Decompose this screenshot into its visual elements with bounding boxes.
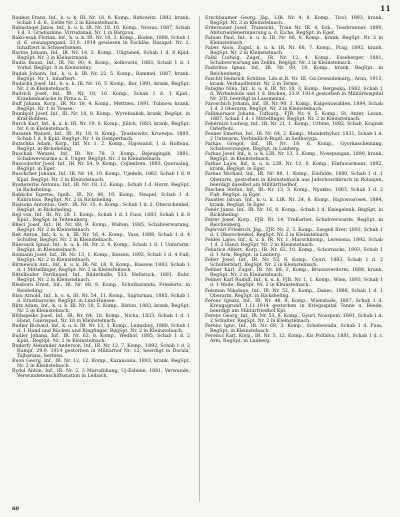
casualty-entry: Budler Johann, Inf., IR. Nr. 62, 8. Komp., Wedhof, 1885, Schab 1 d. 2 Kpid., RegSpt. Nr. 2 in Kleinstelnach. (12, 333, 190, 344)
column-divider (199, 16, 200, 502)
casualty-entry: Bhecl Josef, Inf., IR. Nr. 88, 9. Komp., Walten, 1885, Schabverwarung, RegSpt. Nr. 2 in Kleinstelnach. (12, 222, 190, 233)
casualty-entry: Faber Alois, Zugsf., k. u. k. IR. Nr. 68, 7. Komp., Prag, 1892, krank, RegSpt. Nr. 2 in Kleinstelnach. (205, 46, 383, 57)
casualty-entry: Bejl von, Inf., IR. Nr. 28, 1. Komp., Schab 1 d. 1 Fuss, 1883, Schab 1 d. 8 Kpid., RegSpt. in Teitenaberg. (12, 212, 190, 223)
casualty-entry: Budia Bausz, Inf., IR. Nr. 90, 4. Komp., kolbowits, 1883, Schab 1 d. 1 Vorkd. RegSpt. 8 in Kleinstelny. (12, 61, 190, 72)
page-number: 11 (380, 4, 391, 13)
casualty-entry: Falhl Ludwig, Zugsf., IR. Nr. 12, 4. Komp., Esseberger, 1881, Schabverwarung am Zellkn, RegSpt. Nr. 2 in Kleinstelnach. (205, 56, 383, 67)
casualty-entry: Feller Josef, Inf., IR. Nr. 53, 8. Komp., Gyuri, 1883, Schab 1 d. 2 Schulterblatt, RegSpt. Nr. 2 in Kleinstelnach. (205, 258, 383, 269)
casualty-entry: Fasbritus Ignaz, Inf., IR. Nr. 98, 18. Komp., krank, RegSpt. in Reichenberg. (205, 66, 383, 77)
casualty-entry: Biiersack Ignaz, Inf., k. u. k. IR. Nr. 2, 8. Komp., Schab 1 d. 1 Unterarm, RegSpt. in Kleinstelnach. (12, 243, 190, 254)
casualty-entry: Fejérvári Friedrich, Jäg., TJR. Nr. 2, 3. Komp., Szegell Ilver, 1892, Schab 1 d. 1 Oberschenkel, RegSpt. Nr. 2 in Kleinstelnach. (205, 227, 383, 239)
casualty-entry: Fabian Paul, Inf., k. u. k. IR. Nr. 88, 8. Komp., krank, RegSpt. Nr. 2 in Kleinstelnach. (205, 36, 383, 47)
casualty-entry: Fellner Karl, Zugsf., IR. Nr. 88, 3. Komp., Brussaverdorm, 1888, krank, RegSpt. Nr. 2 in Kleinstelnach. (205, 268, 383, 279)
footer-signature: 60 (12, 506, 19, 512)
casualty-entry: Ferenc Igno, Inf., IR. Nr. 68, 3. Komp., Schebewada, Schab 1 d. Fuss, RegSpt. in Kleinstelnach. (205, 323, 383, 334)
casualty-entry: Ferencz Karl, Korp., IR. Nr. 5, 12. Komp., Kis Polfalva, 1881, Schab 1 d. r. Arm, RegSpt. in Lanberg. (205, 333, 383, 344)
casualty-entry: Bumbjolt Josef, Inf., IR. Nr. 18, 8. Komp., Wyrebsaksk, krank, RegSpt. in Kraf-Robben. (12, 111, 190, 122)
casualty-entry: Buff Johann, Korp., IR. Nr. 18, 4. Komp., Mettneu, 1891, Tubnow, krank, RegSpt. Nr. 1 in Teasse. (12, 101, 190, 112)
casualty-entry: Blitz Adam, Inf., k. u. k. IR. Nr. 18, 5. Komp., Bistan, 1883, krank, RegSpt. Nr. 2 in Kleinstelnach. (12, 303, 190, 314)
casualty-entry: Budler Richard, Inf., k. u. k. IR. Nr. 13, 3. Komp., Leimsbuy, 1880, Schab 1 d. 1 Hand und Rücken und Ringfinger, RegSpt. Nr. 2 in Kleinstelnach. (12, 323, 190, 334)
casualty-entry: Bydol Anton, Inf., IR. Nr. 2, 3 Marodiihang, Uj-Esbene, 1881, Verwunde, Verwundetenschiffsstation in Leibach. (12, 369, 190, 380)
casualty-entry: Fexner Emeriss, Inf., IR. Nr. 64, 2. Komp., Manderbyhor, 1831, Schab 1 d. 2 Unterarm, Verbindlich-Ruptl. in Sedhoryga. (205, 132, 383, 143)
casualty-entry: Ferenc Ignatz, Inf., IR. Nr. 48, 8. Komp., Wienstade, 1887, Schab 1 d. Kreugsgrund 1.11.1914 gestorben in Kriegsspital Tenne u. Bende, beerdigt am Militärfriedhof Kpl. (205, 298, 383, 314)
casualty-entry: Ferenc Georg, Inf., IR. Nr. 53, 8. Komp., Gyuri, Noszpom, 1891, Schab 1 d. 2 Schulter, RegSpt. Nr. 2 in Kleinstelnach. (205, 313, 383, 324)
casualty-entry: Burch Karl, Inf., k. u. k. IR. Nr. 19, 6. Komp., Jülich, 1883, krank, RegSpt. Nr. 6 in Kleinstelnach. (12, 121, 190, 133)
casualty-entry: Blühspeiks Josef, Inf., IR. Nr. 64, 10. Komp., Nicha, 1833, Schab 1 d. 1 Hand, Guerispod, Nr. 10 in Kleinstelnach. (12, 313, 190, 324)
casualty-entry: Buschcher Johann, Inf., IR. Nr. 14, 10. Komp., Ujedeln, 1882, Schab 1 d. 8 Kpid. RegSpt. Nr. 2 in Kleinstelnach. (12, 172, 190, 183)
casualty-entry: Erdersauer Josef, Trainsold., Train Nr. IR. 4, Esk., Tessbrunner, 1890, Abiturientenerinnerung a. d. Eiche, RegSpt. in Eger. (205, 26, 383, 37)
casualty-entry: Bialsoka Antonius, Gefr., IR. Nr. 15, 8. Komp., Schab 1 d. 2. Oberschenkel, RegSpt. in Ricksheling. (12, 202, 190, 213)
casualty-entry: Budak Johann, Inf., k. u. k. IR. Nr. 22, 5. Komp., Bammel, 1887, krank. RegSpt. Nr. 1, Inhaftiert. (12, 71, 190, 82)
right-column (205, 16, 383, 344)
casualty-entry: Fehér Janos, Inf., IR. Nr. 16, 8. Komp., Schab 1 d. Kniegelenk, RegSpt. in Ricksheling. (205, 207, 383, 218)
casualty-entry: Blau Arnold, Inf., k. u. k. IR. Nr. 54, 11. Komp., Sapturnau, 1885, Schab 1 d. Erustbaracke, RegSpt. in Lind-Hansee. (12, 293, 190, 304)
casualty-entry: Bahkchs Egerne, Iqelh., IR. Nr. 88, 10. Komp., Neapel, Schab 1 d. Kubratsus, RegSpt. Nr. 2 in Ricksheling. (12, 192, 190, 203)
casualty-entry: Bako-esuk Florian, Inf., k. u. k. IR. Nr. 18, 3. Komp., Boden, 1888, Schab 1 d. 6. ensungangasd, 23.8. 1914 gewiesen in Eschläe. Rasapst. Nr. 2, Inhaftiert in Schwerbienen. (12, 36, 190, 52)
casualty-entry: Bek Anton, Inf., k. u. k. IR. Nr. 16, 4. Komp., Vass, 1888, Schab 1 d. 4 Schulter, RegSpt. Nr. 2 in Kleinstelnach. (12, 233, 190, 244)
casualty-entry: Fellner Karl Rudolf, Inf., k. u. k. FJR. Nr. 1, 1. Komp., Wien, 1893, Schab 1 d. 1 Wade, RegSpt. Nr. 2 in Kleinstelnach. (205, 278, 383, 289)
casualty-entry: Faschtl Heinrich Schlitze, Lds.st.R. Nr. III, Gd.Grenzdemarg., Arnu, 1913, krank, Verhandleimtr. Nr. 2 in Terme. (205, 76, 383, 87)
casualty-entry: Bittelbuder Ferdinand, Inf., Bilderhalle, 533, Hellstuck, 1881, Ruhr, RegSpt. Nr. 2 in Kleinstelnach. (12, 273, 190, 284)
casualty-entry: Busatek Wanzel, Inf., IR. Nr. 18, 8. Komp., Teusbowitz, Kruowpa, 1893, Schab 1 d. 8 Kpid. RegSpt. Nr. 1 in Gomperbach. (12, 132, 190, 143)
casualty-entry: Butschka Adam, Korp., Inf. Nr. 1, 2. Komp., Hajswand, 1 d. Holteau, RegSpt. in Ricksheling. (12, 142, 190, 153)
casualty-entry: Barton Johann, Inf., IR. Nr. 18, 2. Komp., Uligtanek, Schab 1 d. 8 Kpid. RegSpt. Nr. 3 in Kleinstrnank. (12, 51, 190, 62)
casualty-entry: Fabigho Nina, Inf., k. u. k. IR. Nr. 18, 3. Komp., Bergeska, 1882, Schab 1 d. Wirbelsäule und 1 d. Becken, 23.9. 1914 gestorben in Militärhospital Nr. 3/II, beerdigt in Lassmenau. (205, 86, 383, 102)
casualty-entry: Fehatice Albert, Korp., IR. Nr. 62, 10. Komp., Schornacks, 1893, Schab 1 d. 1 Arm, RegSpt. in Lanberg. (205, 248, 383, 259)
casualty-entry: Buscodorfer Josef, Inf., IR. Nr. 54, 9. Komp., Cejlenlzen, 1883, Quersalng, RegSpt. in Eger. (12, 162, 190, 173)
casualty-entry: Erschbaumer Georg, Jäg., LIR. Nr. 4, 8. Komp., Tirol, 1893, krank, RegSpt. Nr. 3 in Kleinstelnach. (205, 16, 383, 27)
casualty-entry: Fallimorusor Johann, Tuffsarg., FJR. Nr. 4, 5. Komp., St. Anter, Lezan, 1887, Schab 1 d. 1 Mittelfinger, RegSpt. Nr. 2 in Kleinstelnach. (205, 111, 383, 122)
casualty-entry: Farkas Gregor, Inf., IR. Nr. 18, 6. Komp., Gyorkaschemang, Schabverzungen, RegSpt. in Lanberg. (205, 142, 383, 153)
casualty-entry: Buschak Wenzel, Inf., IR. Nr. 78, 3. Komp., Bejeugingik, 1891, Schabwevwarme a. d. Unger, RegSpt. Nr. 3 in Kleinstelnach. (12, 152, 190, 163)
casualty-entry: Boimann Josef, Inf., IR. Nr. 13, 1. Komp., Kessen, 1892, Schab 1 d. 4 Fuß, RegSpt. Nr. 2 in Kleinstelnach. (12, 253, 190, 264)
casualty-entry: Farkas Michael, Inf., IR. Nr. 88, 1. Komp., Einfalde, 1880, Schab 1 d. 1 Oberarm, gestorben in Kleinstelnach aus Jadschoschbruch in Bolanjen, beerdigt daselbst am Militärfriedhof. (205, 172, 383, 188)
casualty-entry: Faustler Istvan, Inf., k. u. k. LIR. Nr. 24, 8. Komp., Hajtosvaroset, 1884, krank, RegSpt. in Eger. (205, 197, 383, 208)
casualty-entry: Babnstaqel Janos, Inf., k. u. k. IR. Nr. 18, 10. Komp., Nowas, 1887, Schab 1 d. 3. Gradiszkine. Virrudanak, Nr. 1 in Bargzon. (12, 26, 190, 37)
casualty-entry: Feirer Josef, Korp., FJR. Nr. 14, TreKarbet, Schabverwarde, RegSpt. in Reichenberg. (205, 217, 383, 228)
casualty-entry: Faschen Stefan, Inf., IR. Nr. 13, 3. Komp., Nyakho, 1883, Schab 1 d. 2 Fuß, RegSpt. in Eger. (205, 187, 383, 198)
casualty-entry: Budorfy Alexander Anderson, Inf., IR. Nr. 12, 7. Komp., 1892, Schab 1 d. 2 Rumpf, 29.9. 1914 gestorben in Militärhof Nr. 12, beerdigt in Dorala, Tajbarana, Serbien. (12, 344, 190, 360)
casualty-entry: Birmewick Ant., Inf., k. u. k. IR. Nr. 18, 9. Komp., Rassow, 1883, Schab 1 d. 1 Mittelfinger, RegSpt. Nr. 2 in Kleinstelnach. (12, 263, 190, 274)
casualty-entry: Blesborn Ernst, Inf., IR. Nr. 88, 8. Komp., Schutbaranda, Friedorts, in Reisbeling. (12, 283, 190, 294)
casualty-entry: Budacka Josef, Inf., k. u. k. IR. Nr. 16, 5. Komp., Bor, 1891, krank, RegSpt. Nr. 2 in Kleinstelnach. (12, 81, 190, 92)
casualty-entry: Faroschich Johann, Inf., IR. Nr. 98, 3. Komp., Kalgenuwalden, 1884, Schab 1 d. 2 Oberarm, RegSpt. Nr. 2 in Kleinstelnach. (205, 101, 383, 112)
left-column (12, 16, 190, 379)
casualty-entry: Felsman Nikolaus, Inf., IR. Nr. 52, 6. Komp., Danec, 1886, Schab 1 d. 1 Oberarm, RegSpt. in Ricksheling. (205, 288, 383, 299)
casualty-entry: Feldes Lajos, Inf., k. u. k. IR. Nr. 1, Marschkomp., Lerenena, 1892, Schab 1 d. 2 Hand, RegSpt. Nr. 2 in Kleinstelnach. (205, 238, 383, 249)
casualty-entry: Fehérnizó Ludwig, Inf., IR. Nr. 21, 1. Komp., Urbine, 1892, Schab, Krajnsk Osterholz. (205, 121, 383, 133)
casualty-entry: Buon Georg, Inf., IR. Nr. 12, 12. Komp., Karansana, 1883, krank, RegSpt. Nr. 2 in Kleinstelnach. (12, 359, 190, 370)
casualty-entry: Farkas Lajos, Inf., k. u. k. LIR. Nr. 12, 6. Komp., Einfuwarmant, 1892, krank, RegSpt. in Eger. (205, 162, 383, 173)
casualty-entry: Baubos Franz, Inf., k. u. k. IR. Nr. 18, 8. Komp., Birkowitz, 1892, krank, Schab 1 d. 8., Eelde Nr. 2 in Kleinstelnach. (12, 16, 190, 27)
casualty-entry: Bysdezeriw Antonia, Inf., IR. Nr. 18, 12. Komp., Schab 1 d. Horst, RegSpt. in Ricksheling. (12, 182, 190, 193)
casualty-entry: Farkas Josef, Inf., k. u. k. LIR. Nr. 13, 3. Komp., Nosepungan, 1890, krank, RegSpt. in Kleinstelnach. (205, 152, 383, 163)
casualty-entry: Budrich Josef, Inf., IR. Nr. 18, 10. Komp., Schab 1 d. 1 Kpid., Krankenbaracke in Pirna a. E. (12, 91, 190, 102)
